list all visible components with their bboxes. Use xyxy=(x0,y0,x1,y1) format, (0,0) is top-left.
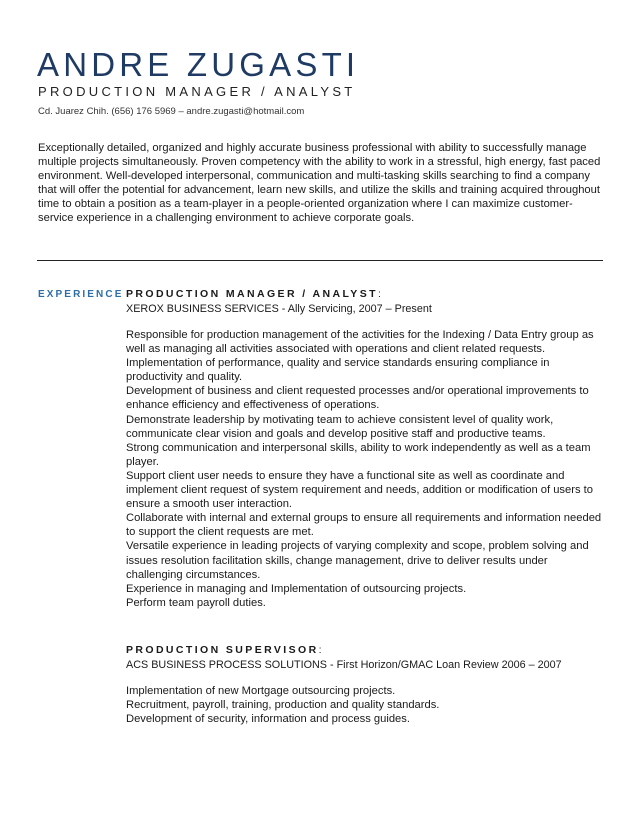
duty-item: Implementation of new Mortgage outsourcing projects. xyxy=(126,685,396,697)
duty-item: Responsible for production management of the activities for the Indexing / Data Entry group as well as managing all activities associated with operations and client related requests. xyxy=(126,329,594,356)
duty-item: Versatile experience in leading projects of varying complexity and scope, problem solving and issues resolution facilitation skills, change management, drive to deliver results under challenging circumstances. xyxy=(126,540,589,581)
job-entry xyxy=(126,643,606,726)
duty-item: Implementation of performance, quality and service standards ensuring compliance in productivity and quality. xyxy=(126,357,550,384)
candidate-title: PRODUCTION MANAGER / ANALYST xyxy=(38,84,356,99)
job-title: PRODUCTION SUPERVISOR: xyxy=(126,644,324,656)
job-title-text: PRODUCTION MANAGER / ANALYST xyxy=(126,288,378,300)
job-duties-list xyxy=(126,328,606,610)
candidate-name: ANDRE ZUGASTI xyxy=(37,46,360,83)
duty-item: Collaborate with internal and external groups to ensure all requirements and information needed to support the client requests are met. xyxy=(126,512,602,539)
professional-summary: Exceptionally detailed, organized and highly accurate business professional with ability to successfully manage multiple projects simultaneously. Proven competency with the ability to work in a stressful, high energy, fast paced environment. Well-developed interpersonal, communication and multi-tasking skills searching to find a company that will offer the potential for advancement, learn new skills, and utilize the skills and training acquired throughout time to obtain a position as a team-player in a people-oriented organization where I can maximize customer-service experience in a challenging environment to achieve corporate goals. xyxy=(38,142,601,225)
duty-item: Strong communication and interpersonal skills, ability to work independently as well as a team player. xyxy=(126,441,591,468)
duty-item: Perform team payroll duties. xyxy=(126,596,266,609)
duty-item: Development of business and client requested processes and/or operational improvements to enhance efficiency and effectiveness of operations. xyxy=(126,385,589,412)
section-divider xyxy=(37,260,603,261)
job-title: PRODUCTION MANAGER / ANALYST: xyxy=(126,288,384,300)
job-company: ACS BUSINESS PROCESS SOLUTIONS - First Horizon/GMAC Loan Review 2006 – 2007 xyxy=(126,659,562,671)
duty-item: Support client user needs to ensure they have a functional site as well as coordinate and implement client request of system requirement and needs, addition or modification of users to ensure a smooth user interaction. xyxy=(126,469,594,511)
job-entry xyxy=(126,287,606,610)
experience-section-label: EXPERIENCE xyxy=(38,289,124,300)
duty-item: Demonstrate leadership by motivating team to achieve consistent level of quality work, communicate clear vision and goals and develop positive staff and productive teams. xyxy=(126,413,554,440)
job-duties-list xyxy=(126,684,606,726)
duty-item: Experience in managing and Implementation of outsourcing projects. xyxy=(126,582,467,595)
job-company: XEROX BUSINESS SERVICES - Ally Servicing, 2007 – Present xyxy=(126,303,432,315)
job-title-text: PRODUCTION SUPERVISOR xyxy=(126,644,319,656)
duty-item: Recruitment, payroll, training, production and quality standards. xyxy=(126,699,440,712)
duty-item: Development of security, information and process guides. xyxy=(126,713,410,726)
contact-info: Cd. Juarez Chih. (656) 176 5969 – andre.zugasti@hotmail.com xyxy=(38,106,305,117)
